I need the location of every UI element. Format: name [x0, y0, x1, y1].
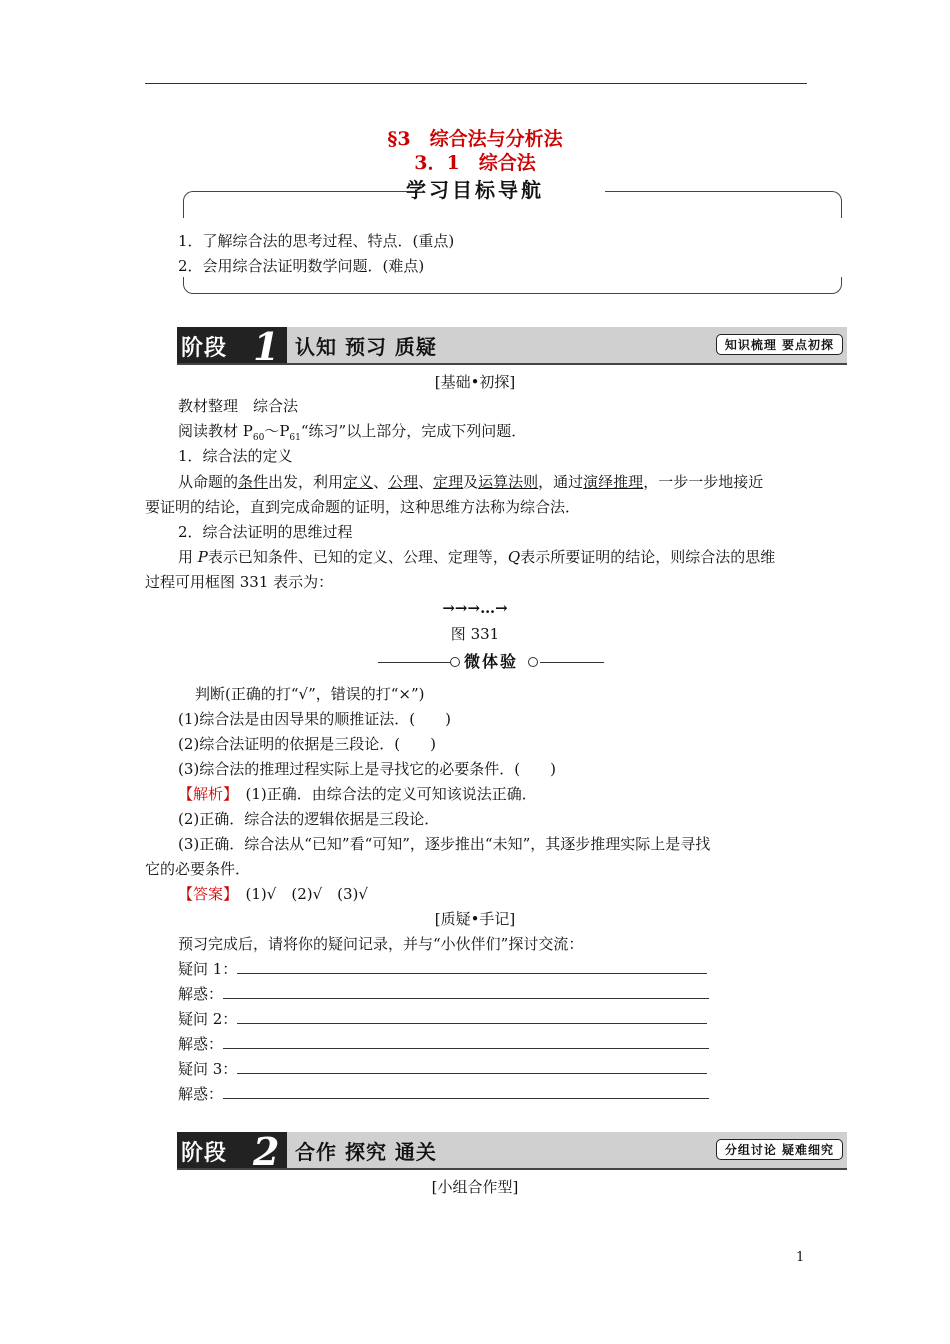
- answer-3-blank[interactable]: [223, 1083, 709, 1099]
- goals-box-title: 学习目标导航: [406, 178, 544, 202]
- figure-caption: 图 331: [450, 625, 500, 643]
- wei-rule-right: [540, 662, 604, 663]
- question-1-blank[interactable]: [237, 958, 707, 974]
- question-note-2: 疑问 2：: [178, 1007, 707, 1031]
- question-note-1: 疑问 1：: [178, 957, 707, 981]
- analysis-label: 【解析】: [178, 785, 231, 803]
- process-line-1: 用 P表示已知条件、已知的定义、公理、定理等，Q表示所要证明的结论，则综合法的思维: [178, 548, 776, 566]
- question-3: (3)综合法的推理过程实际上是寻找它的必要条件．( ): [178, 760, 556, 778]
- definition-line-2: 要证明的结论，直到完成命题的证明，这种思维方法称为综合法．: [145, 498, 581, 516]
- page-number: 1: [796, 1250, 805, 1265]
- stage-2-label: 阶段: [181, 1141, 228, 1166]
- answer-line: 【答案】 (1)√ (2)√ (3)√: [178, 885, 368, 903]
- process-title: 2．综合法证明的思维过程: [178, 523, 353, 541]
- stage-2-tag: 分组讨论 疑难细究: [716, 1139, 843, 1160]
- question-3-blank[interactable]: [237, 1058, 707, 1074]
- wei-title: 微体验: [464, 652, 519, 671]
- definition-title: 1．综合法的定义: [178, 447, 293, 465]
- goal-1: 1．了解综合法的思考过程、特点．(重点): [178, 232, 455, 250]
- answer-label: 【答案】: [178, 885, 231, 903]
- stage-1-name: 认知 预习 质疑: [295, 335, 437, 359]
- answer-1-blank[interactable]: [223, 983, 709, 999]
- stage-1-banner: [177, 324, 847, 369]
- section-title: §3 综合法与分析法: [387, 128, 563, 150]
- section-heading-basic: [基础•初探]: [434, 373, 516, 391]
- goals-box-bottom: [183, 277, 842, 294]
- answer-note-3: 解惑：: [178, 1082, 709, 1106]
- flow-arrows: →→→…→: [442, 599, 508, 617]
- question-1: (1)综合法是由因导果的顺推证法．( ): [178, 710, 451, 728]
- analysis-line-1: 【解析】 (1)正确．由综合法的定义可知该说法正确．: [178, 785, 537, 803]
- wei-rule-left: [378, 662, 458, 663]
- question-2-blank[interactable]: [237, 1008, 707, 1024]
- reading-line: 阅读教材 $P_{60}\sim P_{61}“$练习”以上部分，完成下列问题．: [178, 422, 527, 443]
- process-line-2: 过程可用框图 331 表示为：: [145, 573, 334, 591]
- stage-1-number: 1: [253, 324, 280, 369]
- answer-2-blank[interactable]: [223, 1033, 709, 1049]
- question-note-3: 疑问 3：: [178, 1057, 707, 1081]
- definition-line-1: 从命题的条件出发，利用定义、公理、定理及运算法则，通过演绎推理，一步一步地接近: [178, 473, 764, 491]
- answer-note-1: 解惑：: [178, 982, 709, 1006]
- goal-2: 2．会用综合法证明数学问题．(难点): [178, 257, 425, 275]
- stage-2-number: 2: [253, 1129, 280, 1174]
- analysis-line-2: (2)正确．综合法的逻辑依据是三段论．: [178, 810, 440, 828]
- stage-2-banner: [177, 1129, 847, 1174]
- question-2: (2)综合法证明的依据是三段论．( ): [178, 735, 436, 753]
- answer-note-2: 解惑：: [178, 1032, 709, 1056]
- section-heading-group: [小组合作型]: [431, 1178, 519, 1196]
- notes-intro: 预习完成后，请将你的疑问记录，并与“小伙伴们”探讨交流：: [178, 935, 584, 953]
- textbook-line: 教材整理 综合法: [178, 397, 299, 415]
- stage-2-name: 合作 探究 通关: [295, 1140, 437, 1164]
- header-rule: [145, 83, 807, 84]
- section-heading-notes: [质疑•手记]: [434, 910, 516, 928]
- subsection-title: 3．1 综合法: [414, 152, 536, 174]
- stage-1-tag: 知识梳理 要点初探: [716, 334, 843, 355]
- judge-intro: 判断(正确的打“√”，错误的打“×”): [195, 685, 425, 703]
- stage-1-label: 阶段: [181, 336, 228, 361]
- analysis-line-3: (3)正确．综合法从“已知”看“可知”，逐步推出“未知”，其逐步推理实际上是寻找: [178, 835, 711, 853]
- analysis-line-4: 它的必要条件．: [145, 860, 251, 878]
